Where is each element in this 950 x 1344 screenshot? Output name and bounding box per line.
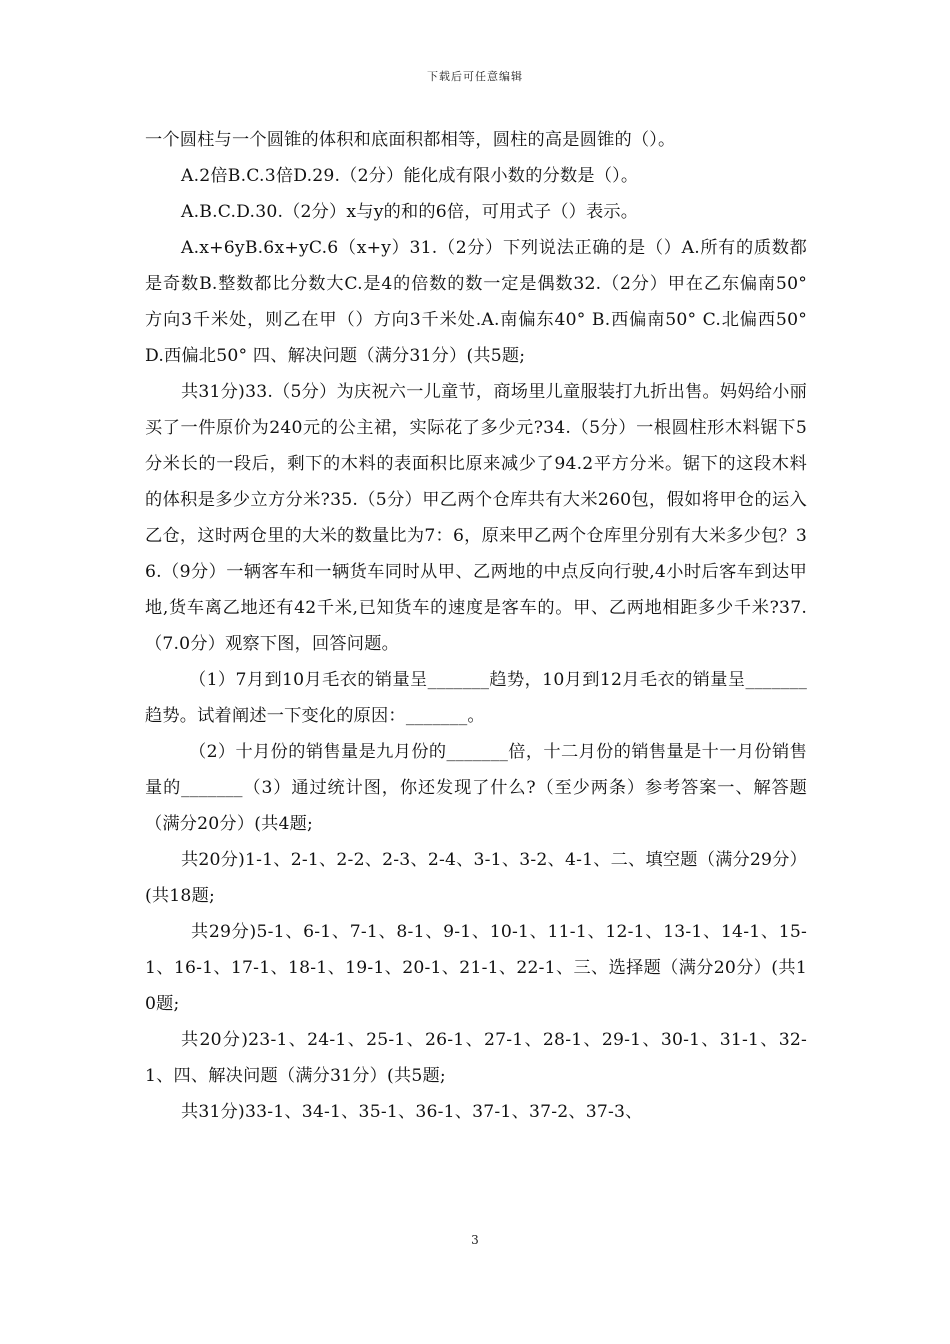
paragraph-answers-section-2: 共29分)5-1、6-1、7-1、8-1、9-1、10-1、11-1、12-1、13-1、14-1、15-1、16-1、17-1、18-1、19-1、20-1、21-1、22-1、三、选择题（满分20分）(共10题; bbox=[145, 922, 807, 1014]
paragraph-question-30: A.B.C.D.30.（2分）x与y的和的6倍，可用式子（）表示。 bbox=[181, 202, 639, 222]
paragraph-question-28-tail: 一个圆柱与一个圆锥的体积和底面积都相等，圆柱的高是圆锥的（）。 bbox=[145, 130, 676, 150]
paragraph-questions-31-32: A.x+6yB.6x+yC.6（x+y）31.（2分）下列说法正确的是（）A.所有的质数都是奇数B.整数都比分数大C.是4的倍数的数一定是偶数32.（2分）甲在乙东偏南50° 方向3千米处，则乙在甲（）方向3千米处.A.南偏东40° B.西偏南50° C.北偏西50° D.西偏北50° 四、解决问题（满分31分）(共5题; bbox=[145, 238, 807, 366]
paragraph-questions-33-37: 共31分)33.（5分）为庆祝六一儿童节，商场里儿童服装打九折出售。妈妈给小丽买了一件原价为240元的公主裙，实际花了多少元?34.（5分）一根圆柱形木料锯下5分米长的一段后，剩下的木料的表面积比原来减少了94.2平方分米。锯下的这段木料的体积是多少立方分米?35.（5分）甲乙两个仓库共有大米260包，假如将甲仓的运入乙仓，这时两仓里的大米的数量比为7：6，原来甲乙两个仓库里分别有大米多少包？36.（9分）一辆客车和一辆货车同时从甲、乙两地的中点反向行驶,4小时后客车到达甲地,货车离乙地还有42千米,已知货车的速度是客车的。甲、乙两地相距多少千米?37.（7.0分）观察下图，回答问题。 bbox=[145, 382, 807, 654]
paragraph-answers-section-3: 共20分)23-1、24-1、25-1、26-1、27-1、28-1、29-1、30-1、31-1、32-1、四、解决问题（满分31分）(共5题; bbox=[145, 1030, 807, 1086]
paragraph-question-37-part-1: （1）7月到10月毛衣的销量呈_______趋势，10月到12月毛衣的销量呈_______趋势。试着阐述一下变化的原因：_______。 bbox=[145, 670, 807, 726]
paragraph-question-37-part-2: （2）十月份的销售量是九月份的_______倍，十二月份的销售量是十一月份销售量的_______（3）通过统计图，你还发现了什么?（至少两条）参考答案一、解答题（满分20分）(共4题; bbox=[145, 742, 807, 834]
page-header: 下载后可任意编辑 bbox=[427, 70, 523, 83]
paragraph-question-29: A.2倍B.C.3倍D.29.（2分）能化成有限小数的分数是（）。 bbox=[181, 166, 639, 186]
document-body bbox=[145, 122, 807, 1130]
paragraph-answers-section-1: 共20分)1-1、2-1、2-2、2-3、2-4、3-1、3-2、4-1、二、填空题（满分29分）(共18题; bbox=[145, 850, 807, 906]
page-number: 3 bbox=[471, 1233, 479, 1247]
paragraph-answers-section-4: 共31分)33-1、34-1、35-1、36-1、37-1、37-2、37-3、 bbox=[181, 1102, 643, 1122]
